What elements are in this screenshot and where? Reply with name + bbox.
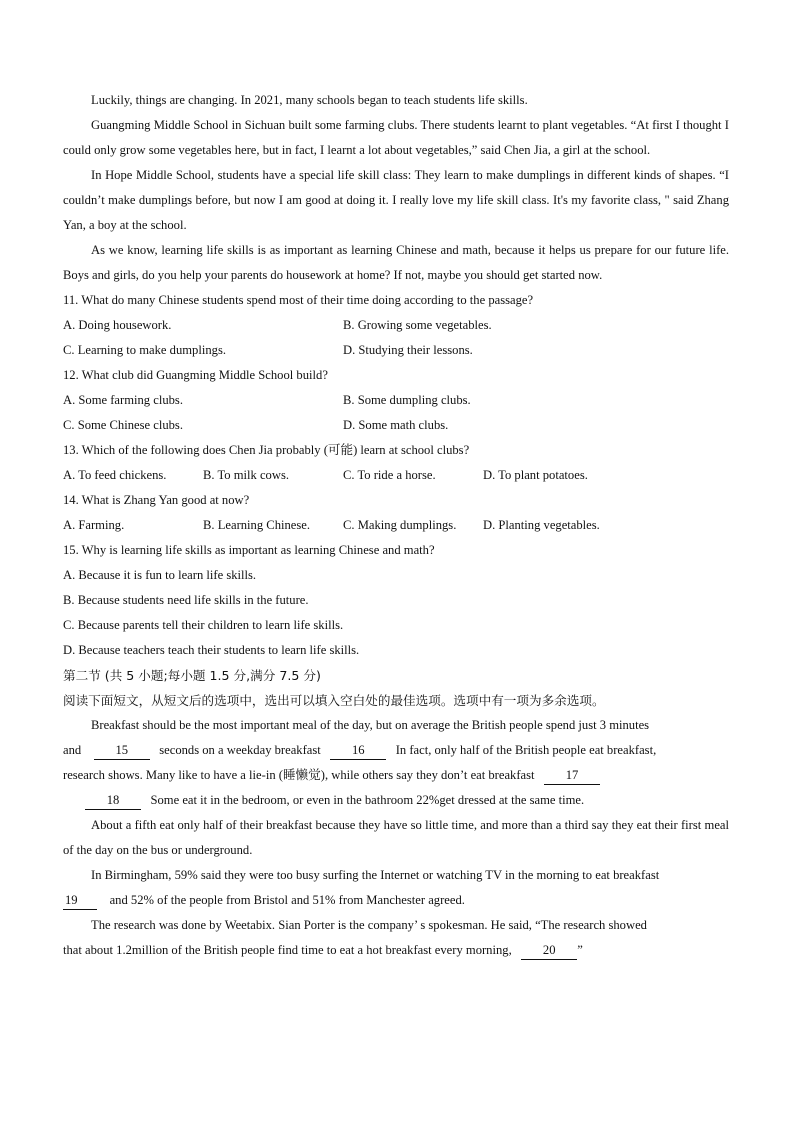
option-a[interactable]: A. Because it is fun to learn life skills. — [63, 568, 257, 582]
text-fragment: and — [63, 743, 82, 757]
blank-20[interactable]: 20 — [521, 942, 577, 960]
option-a[interactable]: A. To feed chickens. — [63, 468, 167, 482]
breakfast-line-2 — [63, 738, 729, 763]
option-c[interactable]: C. Learning to make dumplings. — [63, 343, 226, 357]
option-c[interactable]: C. To ride a horse. — [343, 468, 436, 482]
question-11 — [63, 288, 729, 363]
option-c[interactable]: C. Because parents tell their children to learn life skills. — [63, 618, 344, 632]
blank-15[interactable]: 15 — [94, 742, 150, 760]
research-line-2 — [63, 938, 729, 963]
question-stem: 15. Why is learning life skills as important as learning Chinese and math? — [63, 543, 435, 557]
exam-page — [63, 88, 729, 963]
question-stem: 14. What is Zhang Yan good at now? — [63, 493, 250, 507]
question-stem: 13. Which of the following does Chen Jia probably (可能) learn at school clubs? — [63, 443, 470, 457]
question-14 — [63, 488, 729, 538]
option-a[interactable]: A. Farming. — [63, 518, 125, 532]
option-d[interactable]: D. Planting vegetables. — [483, 518, 600, 532]
text-fragment: research shows. Many like to have a lie-in (睡懒觉), while others say they don’t eat breakfast — [63, 768, 535, 782]
option-d[interactable]: D. To plant potatoes. — [483, 468, 588, 482]
passage-paragraph-4: As we know, learning life skills is as important as learning Chinese and math, because it helps us prepare for our future life. Boys and girls, do you help your parents do housework at home? If not, maybe you should get started now. — [63, 243, 729, 282]
blank-16[interactable]: 16 — [330, 742, 386, 760]
option-b[interactable]: B. Growing some vegetables. — [343, 318, 492, 332]
question-stem: 11. What do many Chinese students spend most of their time doing according to the passage? — [63, 293, 534, 307]
blank-19[interactable]: 19 — [63, 892, 97, 910]
passage-paragraph-3: In Hope Middle School, students have a special life skill class: They learn to make dumplings in different kinds of shapes. “I couldn’t make dumplings before, but now I am good at doing it. I really love my life skill class. It's my favorite class, " said Zhang Yan, a boy at the school. — [63, 168, 729, 232]
text-fragment: Some eat it in the bedroom, or even in the bathroom 22%get dressed at the same time. — [150, 793, 585, 807]
passage-paragraph-2: Guangming Middle School in Sichuan built some farming clubs. There students learnt to plant vegetables. “At first I thought I could only grow some vegetables here, but in fact, I learnt a lot about vegetables,” said Chen Jia, a girl at the school. — [63, 118, 729, 157]
option-d[interactable]: D. Some math clubs. — [343, 418, 449, 432]
text-fragment: and 52% of the people from Bristol and 51% from Manchester agreed. — [109, 893, 465, 907]
section-instruction: 阅读下面短文，从短文后的选项中，选出可以填入空白处的最佳选项。选项中有一项为多余选项。 — [63, 693, 605, 708]
text-fragment: In fact, only half of the British people eat breakfast, — [395, 743, 657, 757]
breakfast-line-1: Breakfast should be the most important meal of the day, but on average the British people spend just 3 minutes — [91, 718, 650, 732]
question-12 — [63, 363, 729, 438]
birmingham-line-2 — [63, 888, 729, 913]
option-a[interactable]: A. Some farming clubs. — [63, 393, 183, 407]
option-b[interactable]: B. Some dumpling clubs. — [343, 393, 471, 407]
option-d[interactable]: D. Studying their lessons. — [343, 343, 473, 357]
option-b[interactable]: B. Learning Chinese. — [203, 518, 311, 532]
research-line-1: The research was done by Weetabix. Sian Porter is the company’ s spokesman. He said, “The research showed — [91, 918, 647, 932]
question-15 — [63, 538, 729, 663]
blank-17[interactable]: 17 — [544, 767, 600, 785]
breakfast-paragraph-2: About a fifth eat only half of their breakfast because they have so little time, and more than a third say they eat their first meal of the day on the bus or underground. — [63, 818, 729, 857]
birmingham-line-1: In Birmingham, 59% said they were too busy surfing the Internet or watching TV in the morning to eat breakfast — [91, 868, 660, 882]
text-fragment: that about 1.2million of the British people find time to eat a hot breakfast every morning, — [63, 943, 512, 957]
breakfast-line-3 — [63, 763, 729, 788]
breakfast-line-4 — [63, 788, 729, 813]
question-13 — [63, 438, 729, 488]
closing-quote: ” — [577, 943, 583, 957]
option-a[interactable]: A. Doing housework. — [63, 318, 172, 332]
option-c[interactable]: C. Making dumplings. — [343, 518, 457, 532]
option-b[interactable]: B. To milk cows. — [203, 468, 289, 482]
option-d[interactable]: D. Because teachers teach their students to learn life skills. — [63, 643, 360, 657]
option-c[interactable]: C. Some Chinese clubs. — [63, 418, 183, 432]
passage-paragraph-1: Luckily, things are changing. In 2021, many schools began to teach students life skills. — [91, 93, 528, 107]
question-stem: 12. What club did Guangming Middle School build? — [63, 368, 328, 382]
text-fragment: seconds on a weekday breakfast — [159, 743, 321, 757]
section-heading: 第二节 (共 5 小题;每小题 1.5 分,满分 7.5 分) — [63, 668, 321, 683]
blank-18[interactable]: 18 — [85, 792, 141, 810]
option-b[interactable]: B. Because students need life skills in the future. — [63, 593, 309, 607]
